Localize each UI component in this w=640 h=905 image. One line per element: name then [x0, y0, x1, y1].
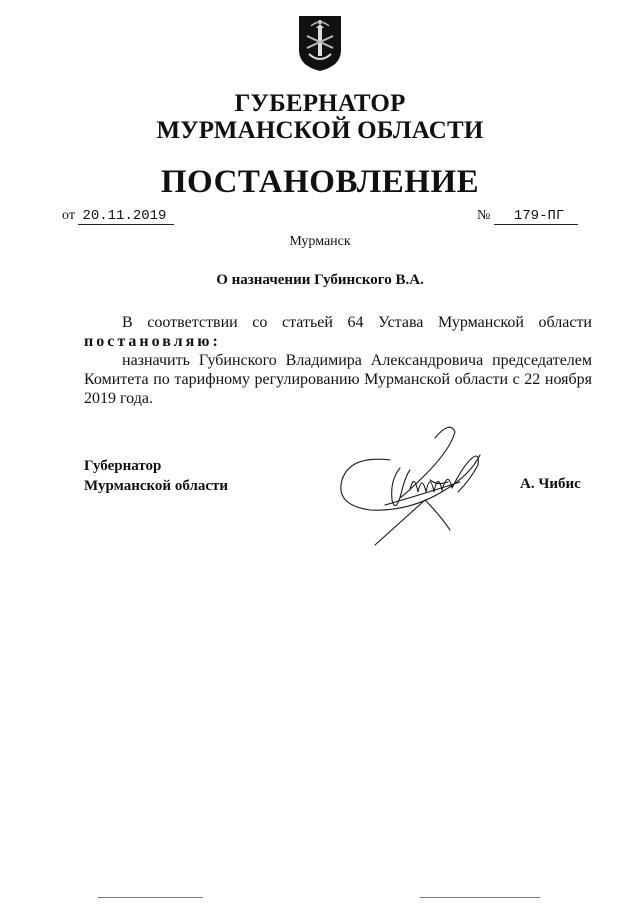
footer-divider-right	[420, 897, 540, 898]
signer-name: А. Чибис	[520, 476, 581, 492]
document-body	[84, 313, 592, 408]
signer-position-line1: Губернатор	[84, 458, 162, 474]
date-prefix: от	[62, 208, 75, 223]
document-subject: О назначении Губинского В.А.	[216, 272, 424, 288]
number-value: 179-ПГ	[494, 208, 578, 225]
signer-position	[84, 456, 228, 496]
body-paragraph-decision: назначить Губинского Владимира Александровича председателем Комитета по тарифному регулированию Мурманской области с 22 ноября 2019 года.	[84, 352, 592, 407]
issuer-title-line2: МУРМАНСКОЙ ОБЛАСТИ	[156, 117, 484, 144]
date-value: 20.11.2019	[78, 208, 174, 225]
body-resolve-word: постановляю:	[84, 333, 221, 350]
document-date	[62, 208, 174, 225]
issuer-title-line1: ГУБЕРНАТОР	[234, 90, 406, 117]
city-name: Мурманск	[289, 234, 351, 249]
document-type-title: ПОСТАНОВЛЕНИЕ	[160, 164, 480, 200]
number-prefix: №	[477, 208, 491, 223]
signer-position-line2: Мурманской области	[84, 478, 229, 494]
document-number	[477, 208, 578, 225]
body-paragraph-basis: В соответствии со статьей 64 Устава Мурманской области	[122, 314, 592, 331]
coat-of-arms-icon	[297, 14, 343, 72]
footer-divider-left	[98, 897, 203, 898]
handwritten-signature	[330, 420, 505, 550]
